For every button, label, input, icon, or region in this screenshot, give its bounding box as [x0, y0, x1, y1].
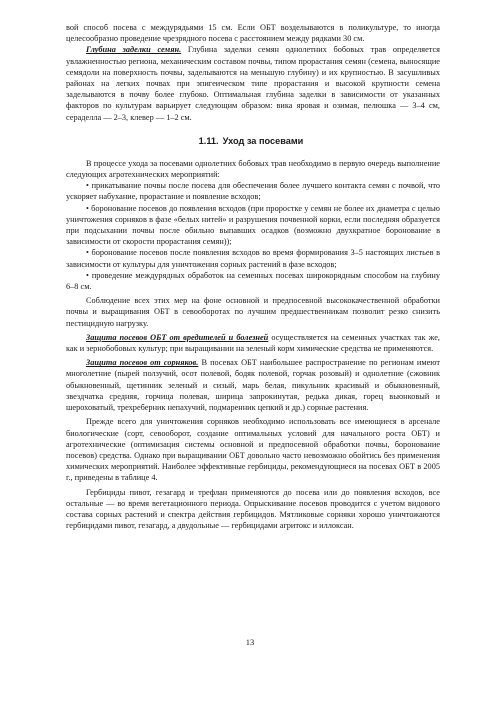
sowing-depth-paragraph — [66, 44, 440, 122]
bullet-item: • боронование посевов после появления всходов во время формирования 3–5 настоящих листьев в зависимости от культуры для уничтожения сорных растений в фазе всходов; — [66, 248, 440, 269]
section-title: Уход за посевами — [222, 135, 304, 146]
weeds-paragraph — [66, 357, 440, 413]
page-number: 13 — [245, 637, 255, 647]
section-number: 1.11. — [198, 135, 219, 146]
compliance-paragraph: Соблюдение всех этих мер на фоне основной и предпосевной высококачественной обработки почвы и выращивания ОБТ в севооборотах по лучшим предшественникам позволит резко снизить пестицидную нагрузку. — [66, 296, 440, 328]
weeds-text: В посевах ОБТ наибольшее распространение по регионам имеют многолетние (пырей ползучий, осот полевой, бодяк полевой, горчак розовый) и однолетние (сжовник обыкновенный, щетинник зеленый и сизый, марь белая, пикульник красивый и обыкновенный, звездчатка средняя, горчица полевая, ширица запрокинутая, редька дикая, горец вьюнковый и шероховатый, трехреберник непахучий, подмаренник цепкий и др.) сорные растения. — [66, 358, 441, 413]
intro-paragraph: вой способ посева с междурядьями 15 см. Если ОБТ возделываются в поликультуре, то иногда целесообразно проведение чрезрядного посева с расстоянием между рядками 30 см. — [66, 23, 440, 44]
pests-title: Защита посевов ОБТ от вредителей и болезней — [86, 332, 269, 342]
bullet-item: • боронование посевов до появления всходов (при проростке у семян не более их диаметра с целью уничтожения сорняков в фазе «белых нитей» и разрушения почвенной корки, если последняя образуется при подсыхании почвы после обильно выпавших осадков (возможно двухкратное боронование в зависимости от скорости прорастания семян)); — [66, 203, 440, 247]
pests-paragraph — [66, 332, 440, 354]
bullet-item: • проведение междурядных обработок на семенных посевах широкорядным способом на глубину 6–8 см. — [66, 270, 440, 292]
section-heading — [66, 135, 440, 147]
herbicides-paragraph: Гербициды пивот, гезагард и трефлан применяются до посева или до появления всходов, все остальные — во время вегетационного периода. Опрыскивание посевов проводится с учетом видового состава сорных растений и спектра действия гербицидов. Мятликовые сорняки хорошо уничтожаются гербицидами пивот, гезагард, а двудольные — гербицидами агритокс и иллоксан. — [66, 487, 440, 531]
pests-text: осуществляется на семенных участках так же, как и зернобобовых культур; при выращивании на зеленый корм химические средства не применяются. — [66, 332, 440, 354]
care-intro-paragraph: В процессе ухода за посевами однолетних бобовых трав необходимо в первую очередь выполнение следующих агротехнических мероприятий: — [66, 158, 440, 180]
page-body — [66, 22, 440, 531]
bullet-item: • прикатывание почвы после посева для обеспечения более лучшего контакта семян с почвой, что ускоряет набухание, прорастание и появление всходов; — [66, 181, 440, 202]
sowing-depth-title: Глубина заделки семян. — [86, 45, 182, 55]
arsenal-paragraph: Прежде всего для уничтожения сорняков необходимо использовать все имеющиеся в арсенале биологические (сорт, севооборот, создание оптимальных условий для начального роста ОБТ) и агротехнические (оптимизация системы основной и предпосевной обработки почвы, боронование посевов) средства. Однако при выращивании ОБТ довольно часто невозможно обойтись без применения химических мероприятий. Наиболее эффективные гербициды, рекомендующиеся на посевах ОБТ в 2005 г., приведены в таблице 4. — [66, 417, 440, 483]
weeds-title: Защита посевов от сорняков. — [86, 358, 199, 368]
sowing-depth-text: Глубина заделки семян однолетних бобовых трав определяется увлажненностью региона, механическим составом почвы, типом прорастания семян (семена, выносящие семядоли на поверхность почвы, заделываются на меньшую глубину) и их крупностью. В засушливых районах на легких почвах при эпигеическом типе прорастания и высокой крупности семена заделываются в почву более глубоко. Оптимальная глубина заделки в зависимости от указанных факторов по культурам варьирует следующим образом: вика яровая и озимая, пелюшка — 3–4 см, сераделла — 2–3, клевер — 1–2 см. — [66, 45, 440, 122]
